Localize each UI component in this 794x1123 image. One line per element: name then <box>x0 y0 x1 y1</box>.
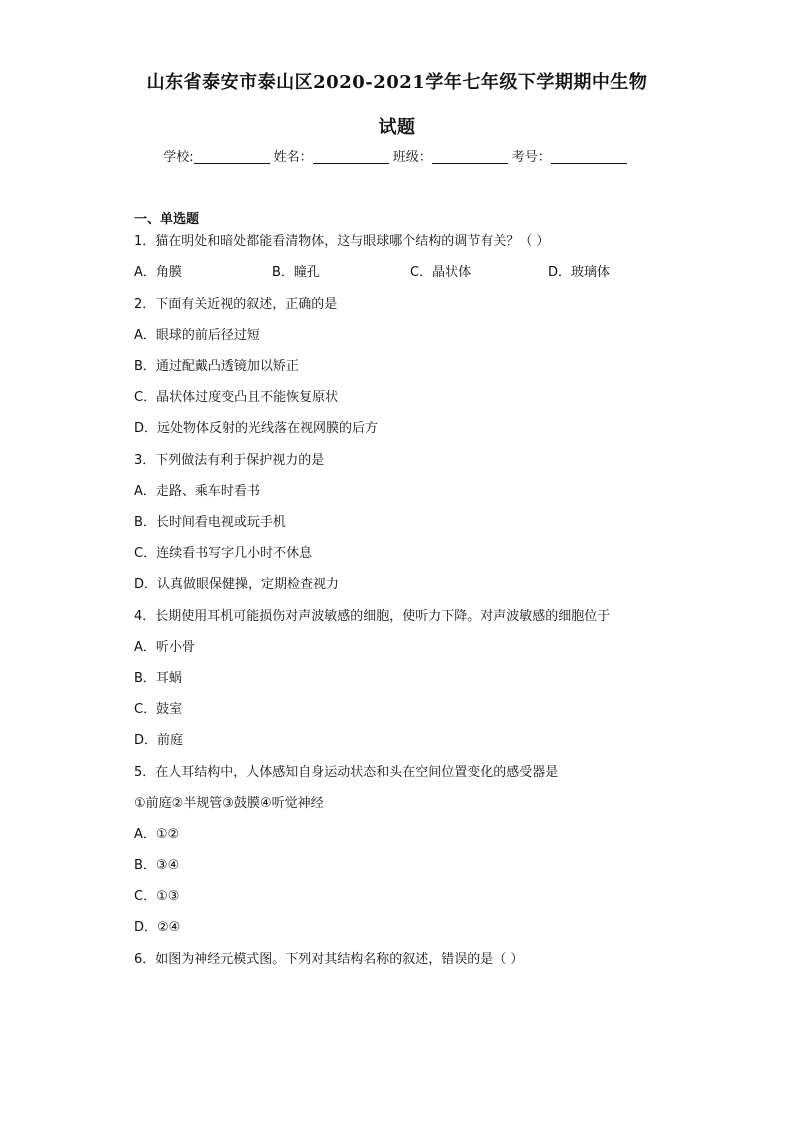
name-label: 姓名： <box>273 150 313 165</box>
question-1-options <box>134 265 686 281</box>
question-1-option-a: A．角膜 <box>134 265 182 280</box>
school-label: 学校: <box>163 150 194 165</box>
question-1-option-d: D．玻璃体 <box>548 265 611 280</box>
question-2-option-b: B．通过配戴凸透镜加以矫正 <box>134 359 299 374</box>
question-2-stem: 2．下面有关近视的叙述，正确的是 <box>134 297 338 312</box>
section-title: 一、单选题 <box>134 212 200 227</box>
question-2-option-d: D．远处物体反射的光线落在视网膜的后方 <box>134 421 379 436</box>
question-3-option-c: C．连续看书写字几小时不休息 <box>134 546 313 561</box>
question-5-stem: 5．在人耳结构中，人体感知自身运动状态和头在空间位置变化的感受器是 <box>134 765 559 780</box>
question-3-option-d: D．认真做眼保健操，定期检查视力 <box>134 577 340 592</box>
question-5-sub-statement: ①前庭②半规管③鼓膜④听觉神经 <box>134 796 324 811</box>
question-4-option-b: B．耳蜗 <box>134 671 182 686</box>
student-info-row <box>0 146 794 165</box>
question-1-option-c: C．晶状体 <box>410 265 472 280</box>
question-1-option-b: B．瞳孔 <box>272 265 320 280</box>
question-5-option-b: B．③④ <box>134 858 180 873</box>
exam-number-label: 考号： <box>511 150 551 165</box>
question-5-option-d: D．②④ <box>134 920 181 935</box>
exam-number-blank[interactable] <box>551 149 627 164</box>
question-5-option-a: A．①② <box>134 827 180 842</box>
name-blank[interactable] <box>313 149 389 164</box>
question-2-option-c: C．晶状体过度变凸且不能恢复原状 <box>134 390 339 405</box>
question-6-stem: 6．如图为神经元模式图。下列对其结构名称的叙述，错误的是（ ） <box>134 952 524 967</box>
exam-title-line-1: 山东省泰安市泰山区2020-2021学年七年级下学期期中生物 <box>146 72 648 93</box>
question-3-option-b: B．长时间看电视或玩手机 <box>134 515 286 530</box>
question-5-option-c: C．①③ <box>134 889 180 904</box>
question-2-option-a: A．眼球的前后径过短 <box>134 328 260 343</box>
question-3-stem: 3．下列做法有利于保护视力的是 <box>134 453 325 468</box>
question-3-option-a: A．走路、乘车时看书 <box>134 484 260 499</box>
class-blank[interactable] <box>432 149 508 164</box>
question-4-option-a: A．听小骨 <box>134 640 195 655</box>
class-label: 班级： <box>392 150 432 165</box>
exam-title-line-2: 试题 <box>378 117 416 138</box>
question-4-option-c: C．鼓室 <box>134 702 183 717</box>
question-1-stem: 1．猫在明处和暗处都能看清物体，这与眼球哪个结构的调节有关？（ ） <box>134 234 550 249</box>
question-4-stem: 4．长期使用耳机可能损伤对声波敏感的细胞，使听力下降。对声波敏感的细胞位于 <box>134 609 611 624</box>
school-blank[interactable] <box>194 149 270 164</box>
question-4-option-d: D．前庭 <box>134 733 184 748</box>
